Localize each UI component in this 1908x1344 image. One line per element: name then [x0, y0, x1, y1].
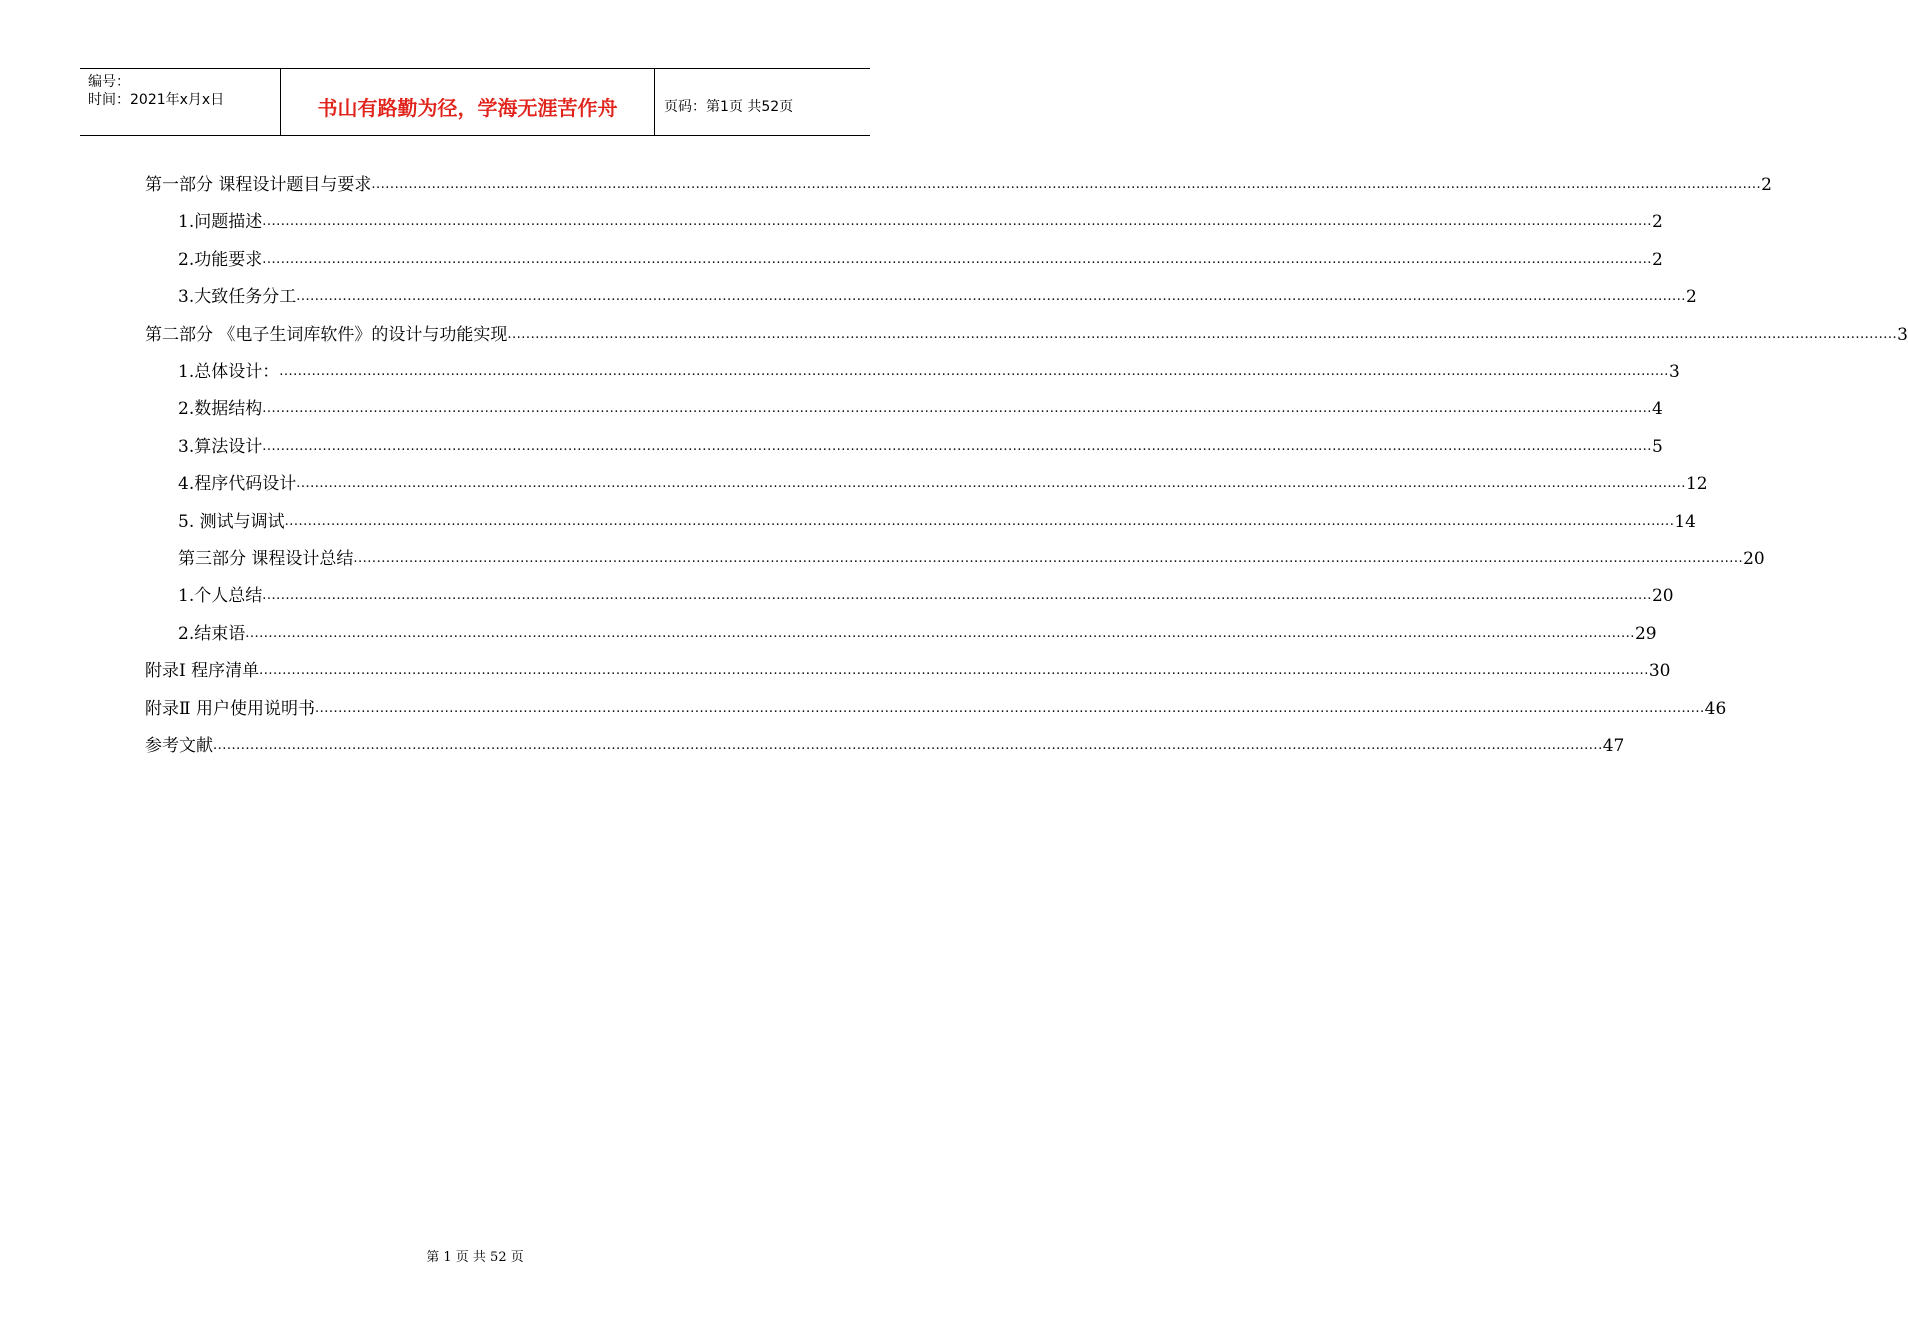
toc-entry-page: 20	[1651, 586, 1674, 607]
toc-entry-title: 2.数据结构	[178, 399, 263, 420]
toc-leader: ............................................................................................................................................................................................................................................................................................................	[262, 588, 1652, 604]
toc-entry[interactable]	[178, 619, 1657, 645]
toc-entry[interactable]	[178, 394, 1663, 420]
number-label: 编号：	[88, 74, 130, 90]
header-page-info: 页码：第1页 共52页	[664, 99, 794, 115]
toc-leader: ............................................................................................................................................................................................................................................................................................................	[259, 663, 1649, 679]
toc-entry-title: 附录Ⅰ 程序清单	[145, 661, 260, 682]
toc-entry-page: 2	[1651, 212, 1663, 233]
toc-entry[interactable]	[178, 507, 1696, 533]
toc-leader: ............................................................................................................................................................................................................................................................................................................	[314, 700, 1705, 716]
toc-entry-page: 29	[1634, 623, 1657, 644]
toc-entry[interactable]	[178, 469, 1708, 495]
toc-entry-page: 3	[1668, 362, 1680, 382]
toc-leader: ............................................................................................................................................................................................................................................................................................................	[353, 551, 1744, 566]
toc-entry-page: 47	[1602, 736, 1625, 756]
toc-entry-page: 3	[1897, 324, 1908, 345]
toc-entry[interactable]	[145, 320, 1908, 346]
toc-entry[interactable]	[178, 282, 1697, 308]
toc-leader: ............................................................................................................................................................................................................................................................................................................	[262, 251, 1652, 267]
toc-entry-title: 2.结束语	[178, 623, 246, 644]
toc-leader: ............................................................................................................................................................................................................................................................................................................	[296, 289, 1686, 305]
toc-entry[interactable]	[178, 245, 1663, 271]
toc-entry[interactable]	[178, 357, 1680, 383]
toc-entry[interactable]	[178, 581, 1674, 607]
toc-leader: ............................................................................................................................................................................................................................................................................................................	[296, 476, 1686, 492]
toc-entry-page: 4	[1651, 399, 1663, 420]
header-meta	[80, 69, 281, 135]
page-header	[80, 68, 870, 136]
toc-leader: ............................................................................................................................................................................................................................................................................................................	[262, 401, 1652, 417]
toc-entry-title: 1.个人总结	[178, 586, 263, 607]
header-motto: 书山有路勤为径，学海无涯苦作舟	[281, 69, 655, 135]
toc-entry-page: 20	[1743, 549, 1765, 569]
toc-entry-page: 46	[1704, 698, 1727, 719]
toc-leader: ............................................................................................................................................................................................................................................................................................................	[284, 513, 1675, 529]
toc-entry-page: 30	[1648, 661, 1671, 682]
toc-entry-title: 第二部分 《电子生词库软件》的设计与功能实现	[145, 324, 508, 345]
toc-entry-title: 1.问题描述	[178, 212, 263, 233]
toc-leader: ............................................................................................................................................................................................................................................................................................................	[507, 326, 1898, 342]
toc-leader: ............................................................................................................................................................................................................................................................................................................	[371, 177, 1762, 192]
toc-entry-title: 1.总体设计：	[178, 362, 280, 382]
toc-entry-page: 14	[1674, 511, 1696, 532]
toc-entry[interactable]	[178, 544, 1765, 570]
toc-entry-page: 2	[1685, 287, 1697, 308]
toc-leader: ............................................................................................................................................................................................................................................................................................................	[245, 625, 1635, 641]
toc-entry-title: 参考文献	[145, 736, 213, 756]
toc-entry-page: 2	[1761, 175, 1772, 195]
toc-entry[interactable]	[145, 731, 1625, 757]
toc-leader: ............................................................................................................................................................................................................................................................................................................	[213, 738, 1603, 753]
toc-entry[interactable]	[178, 207, 1663, 233]
toc-leader: ............................................................................................................................................................................................................................................................................................................	[262, 438, 1652, 454]
toc-entry-title: 5. 测试与调试	[178, 511, 285, 532]
toc-entry-title: 附录Ⅱ 用户使用说明书	[145, 698, 315, 719]
toc-entry-title: 4.程序代码设计	[178, 474, 297, 495]
toc-entry-title: 2.功能要求	[178, 249, 263, 270]
toc-leader: ............................................................................................................................................................................................................................................................................................................	[262, 214, 1652, 230]
toc-entry-page: 2	[1651, 249, 1663, 270]
toc-entry-title: 第三部分 课程设计总结	[178, 549, 354, 569]
toc-entry[interactable]	[145, 694, 1727, 720]
toc-entry-title: 第一部分 课程设计题目与要求	[145, 175, 372, 195]
toc-entry-page: 5	[1651, 436, 1663, 457]
toc-entry-page: 12	[1685, 474, 1708, 495]
toc-entry-title: 3.算法设计	[178, 436, 263, 457]
toc-entry[interactable]	[145, 656, 1671, 682]
page-footer: 第 1 页 共 52 页	[426, 1250, 524, 1265]
toc-entry[interactable]	[145, 170, 1772, 196]
time-label: 时间：2021年x月x日	[88, 92, 225, 108]
toc-entry[interactable]	[178, 432, 1663, 458]
toc-entry-title: 3.大致任务分工	[178, 287, 297, 308]
toc-leader: ............................................................................................................................................................................................................................................................................................................	[279, 364, 1669, 379]
